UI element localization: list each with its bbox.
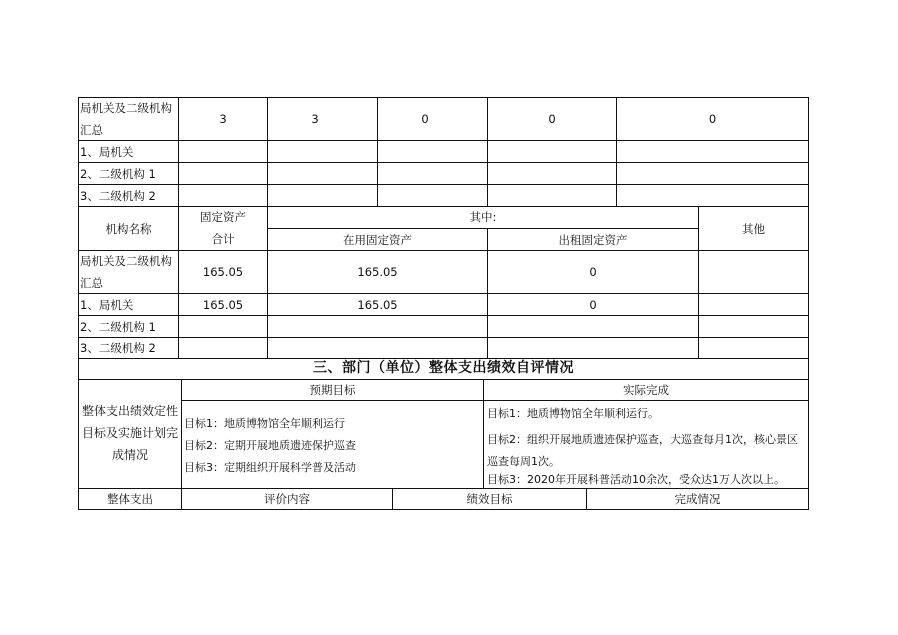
header-in-use: 在用固定资产 xyxy=(343,233,412,247)
cell-value: 0 xyxy=(708,112,717,126)
cell-value: 3 xyxy=(219,112,227,126)
row-label: 1、局机关 xyxy=(80,145,134,159)
table-cell xyxy=(487,337,699,359)
cell-value: 0 xyxy=(421,112,429,126)
cell-value: 165.05 xyxy=(357,298,398,312)
table-cell xyxy=(698,315,809,338)
header-total: 合计 xyxy=(211,232,235,246)
table-cell xyxy=(178,337,268,359)
table-cell xyxy=(377,162,488,185)
actual-result: 目标2：组织开展地质遗迹保护巡查，大巡查每月1次，核心景区巡查每周1次。 xyxy=(487,433,798,468)
table-cell xyxy=(178,184,268,207)
actual-header: 实际完成 xyxy=(623,383,669,397)
cell-value: 3 xyxy=(311,112,319,126)
header-among: 其中: xyxy=(469,210,497,224)
expected-goal: 目标2：定期开展地质遗迹保护巡查 xyxy=(184,439,356,452)
table-cell xyxy=(616,140,809,163)
table-cell xyxy=(698,250,809,294)
row-label: 局机关及二级机构汇总 xyxy=(80,101,172,137)
cell-value: 0 xyxy=(589,265,597,279)
row-label: 3、二级机构 2 xyxy=(80,341,156,355)
header-total: 固定资产 xyxy=(200,210,246,224)
performance-goal-header: 绩效目标 xyxy=(466,492,513,506)
cell-value: 165.05 xyxy=(202,265,244,279)
expected-goal: 目标1：地质博物馆全年顺利运行 xyxy=(184,417,345,430)
qualitative-label: 整体支出绩效定性目标及实施计划完成情况 xyxy=(82,404,179,462)
table-cell xyxy=(487,184,617,207)
cell-value: 0 xyxy=(589,298,597,312)
table-cell xyxy=(377,140,488,163)
table-cell xyxy=(267,337,488,359)
row-label: 1、局机关 xyxy=(80,298,134,312)
table-cell xyxy=(267,184,378,207)
expected-goal: 目标3：定期组织开展科学普及活动 xyxy=(184,461,356,474)
table-cell xyxy=(487,140,617,163)
section-title: 三、部门（单位）整体支出绩效自评情况 xyxy=(313,360,574,376)
table-cell xyxy=(178,315,268,338)
table-cell xyxy=(487,162,617,185)
actual-result: 目标3：2020年开展科普活动10余次，受众达1万人次以上。 xyxy=(487,473,785,486)
overall-spending-label: 整体支出 xyxy=(107,492,153,506)
row-label: 局机关及二级机构汇总 xyxy=(80,254,172,290)
header-other: 其他 xyxy=(742,222,765,236)
cell-value: 0 xyxy=(548,112,556,126)
table-cell xyxy=(178,162,268,185)
completion-header: 完成情况 xyxy=(674,492,721,506)
table-cell xyxy=(616,162,809,185)
expected-header: 预期目标 xyxy=(309,383,356,397)
row-label: 3、二级机构 2 xyxy=(80,189,156,203)
table-cell xyxy=(178,140,268,163)
table-cell xyxy=(698,293,809,316)
table-cell xyxy=(616,184,809,207)
eval-content-header: 评价内容 xyxy=(264,492,310,506)
table-cell xyxy=(267,315,488,338)
header-org-name: 机构名称 xyxy=(105,222,152,236)
header-rented: 出租固定资产 xyxy=(558,233,628,247)
table-cell xyxy=(377,184,488,207)
cell-value: 165.05 xyxy=(202,298,244,312)
table-cell xyxy=(698,337,809,359)
table-cell xyxy=(487,315,699,338)
table-cell xyxy=(267,162,378,185)
actual-result: 目标1：地质博物馆全年顺利运行。 xyxy=(487,407,659,420)
table-cell xyxy=(267,140,378,163)
row-label: 2、二级机构 1 xyxy=(80,320,156,334)
cell-value: 165.05 xyxy=(357,265,398,279)
row-label: 2、二级机构 1 xyxy=(80,167,156,181)
